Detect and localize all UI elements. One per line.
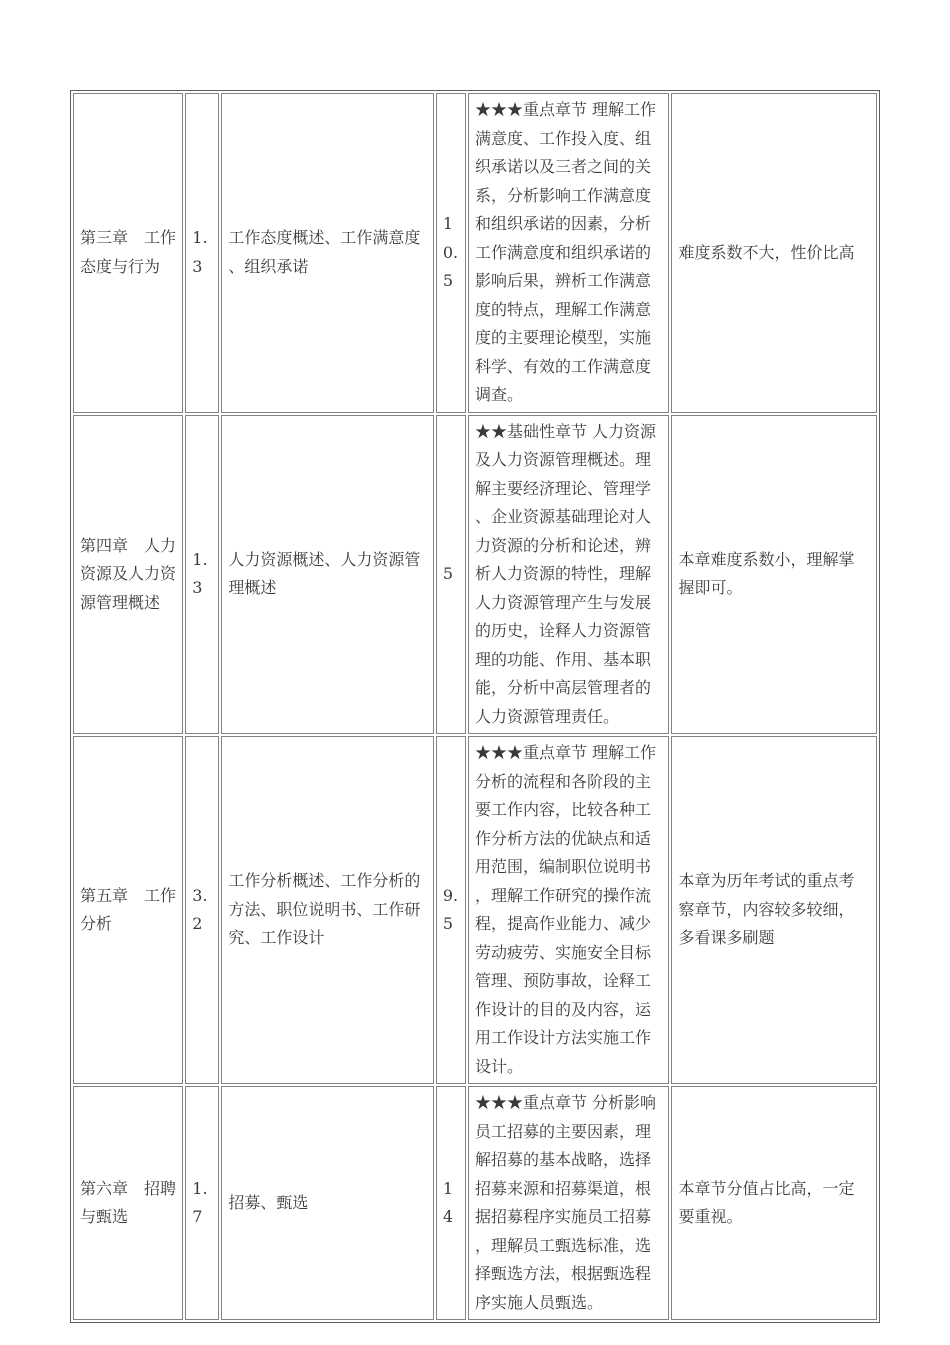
comment-cell: 本章难度系数小，理解掌握即可。 — [671, 415, 877, 735]
comment-cell: 本章节分值占比高，一定要重视。 — [671, 1086, 877, 1320]
keypoints-cell: ★★★重点章节 分析影响员工招募的主要因素，理解招募的基本战略，选择招募来源和招募渠道，根据招募程序实施员工招募，理解员工甄选标准，选择甄选方法，根据甄选程序实施人员甄选。 — [468, 1086, 670, 1320]
table-row — [73, 93, 877, 413]
topics-cell: 工作态度概述、工作满意度、组织承诺 — [221, 93, 434, 413]
table-row — [73, 736, 877, 1084]
keypoints-cell: ★★★重点章节 理解工作满意度、工作投入度、组织承诺以及三者之间的关系，分析影响工作满意度和组织承诺的因素，分析工作满意度和组织承诺的影响后果，辨析工作满意度的特点，理解工作满意度的主要理论模型，实施科学、有效的工作满意度调查。 — [468, 93, 670, 413]
comment-cell: 本章为历年考试的重点考察章节，内容较多较细，多看课多刷题 — [671, 736, 877, 1084]
topics-cell: 招募、甄选 — [221, 1086, 434, 1320]
score-cell: 10.5 — [436, 93, 466, 413]
weight-cell: 1.7 — [185, 1086, 219, 1320]
score-cell: 14 — [436, 1086, 466, 1320]
keypoints-cell: ★★基础性章节 人力资源及人力资源管理概述。理解主要经济理论、管理学、企业资源基础理论对人力资源的分析和论述，辨析人力资源的特性，理解人力资源管理产生与发展的历史，诠释人力资源管理的功能、作用、基本职能，分析中高层管理者的人力资源管理责任。 — [468, 415, 670, 735]
chapter-cell: 第四章 人力资源及人力资源管理概述 — [73, 415, 183, 735]
score-cell: 9.5 — [436, 736, 466, 1084]
table-row — [73, 415, 877, 735]
weight-cell: 1.3 — [185, 93, 219, 413]
chapter-cell: 第六章 招聘与甄选 — [73, 1086, 183, 1320]
chapter-cell: 第五章 工作分析 — [73, 736, 183, 1084]
topics-cell: 工作分析概述、工作分析的方法、职位说明书、工作研究、工作设计 — [221, 736, 434, 1084]
topics-cell: 人力资源概述、人力资源管理概述 — [221, 415, 434, 735]
weight-cell: 3.2 — [185, 736, 219, 1084]
comment-cell: 难度系数不大，性价比高 — [671, 93, 877, 413]
syllabus-table — [70, 90, 880, 1323]
chapter-cell: 第三章 工作态度与行为 — [73, 93, 183, 413]
table-row — [73, 1086, 877, 1320]
weight-cell: 1.3 — [185, 415, 219, 735]
score-cell: 5 — [436, 415, 466, 735]
keypoints-cell: ★★★重点章节 理解工作分析的流程和各阶段的主要工作内容，比较各种工作分析方法的优缺点和适用范围，编制职位说明书，理解工作研究的操作流程，提高作业能力、减少劳动疲劳、实施安全目标管理、预防事故，诠释工作设计的目的及内容，运用工作设计方法实施工作设计。 — [468, 736, 670, 1084]
